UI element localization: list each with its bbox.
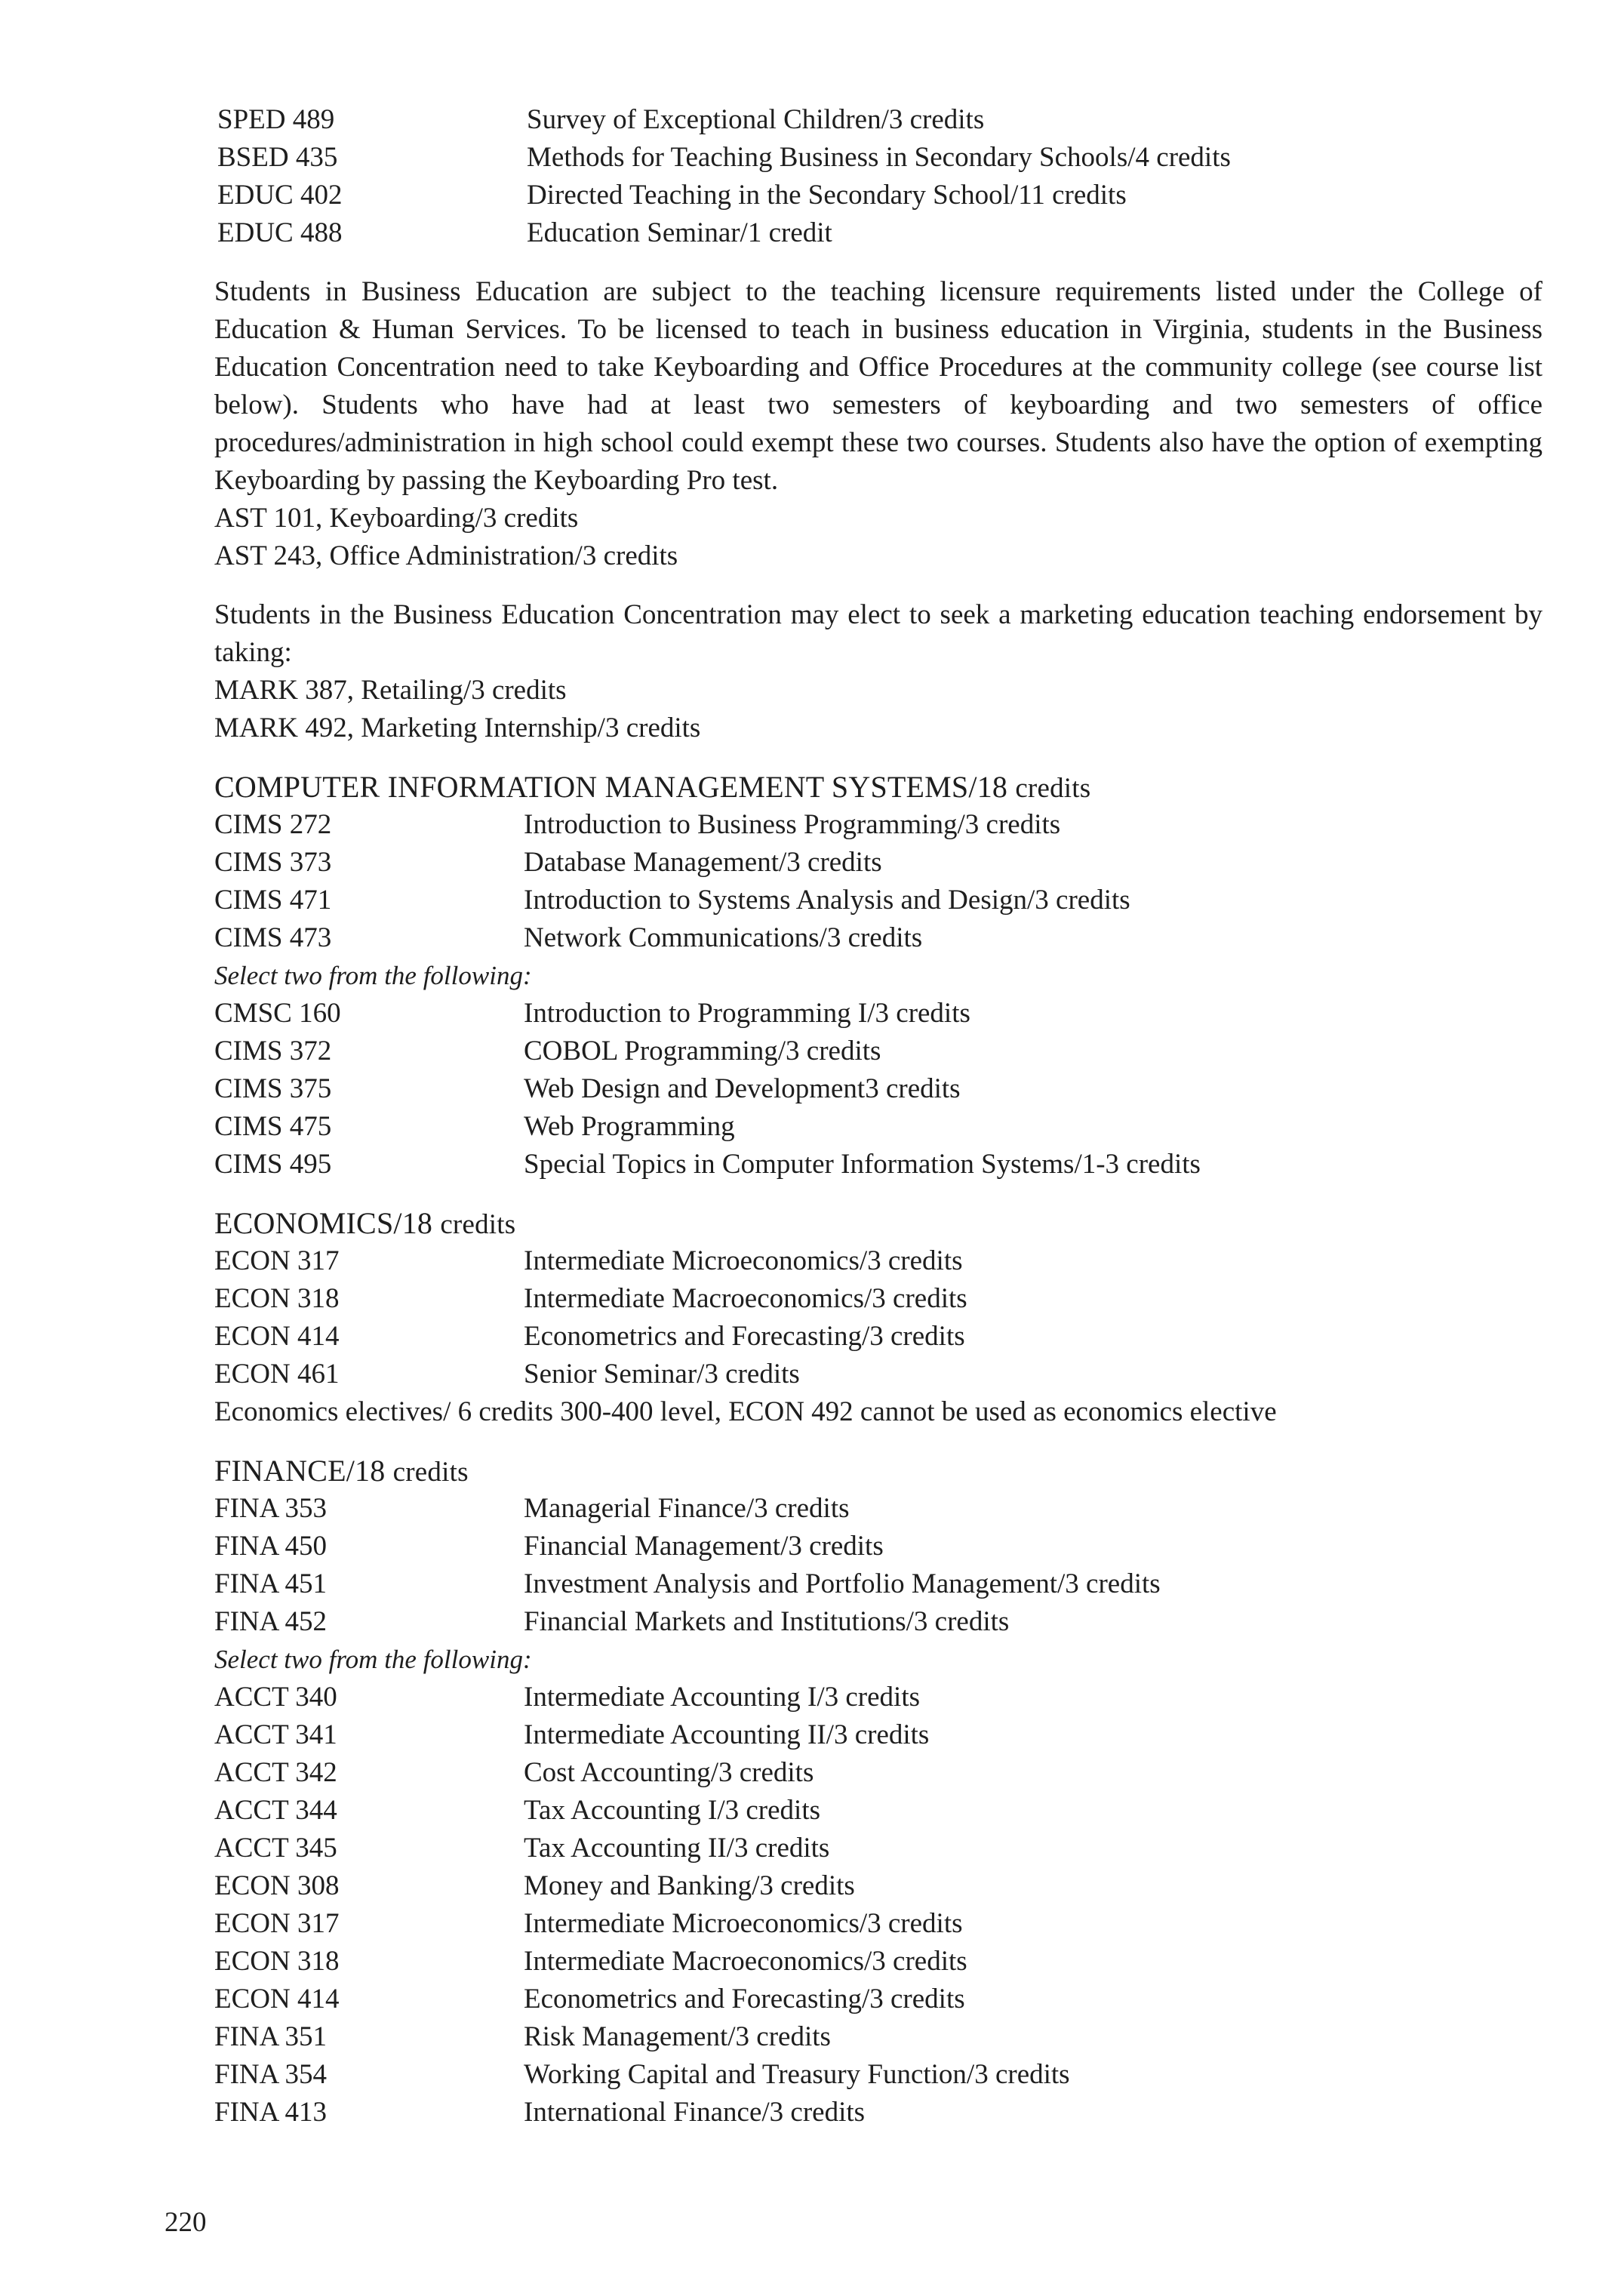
course-code: FINA 351: [214, 2021, 328, 2052]
course-row: [214, 1490, 1542, 1528]
course-code: FINA 353: [214, 1493, 328, 1524]
course-title: Intermediate Accounting I/3 credits: [524, 1682, 921, 1713]
course-code: ECON 317: [214, 1908, 340, 1939]
course-row: [214, 2094, 1542, 2131]
course-row: [214, 1679, 1542, 1716]
course-code: FINA 452: [214, 1606, 328, 1637]
course-row: [214, 1981, 1542, 2018]
licensure-course: AST 101, Keyboarding/3 credits: [214, 503, 579, 534]
cims-select-note: Select two from the following:: [214, 961, 532, 990]
economics-required-list: [214, 1242, 1542, 1393]
course-code: CIMS 471: [214, 885, 332, 916]
course-title: Special Topics in Computer Information Systems/1-3 credits: [524, 1149, 1201, 1180]
course-row: [214, 919, 1542, 957]
course-code: CIMS 373: [214, 847, 332, 878]
course-title: Money and Banking/3 credits: [524, 1870, 855, 1901]
course-code: ACCT 344: [214, 1795, 337, 1826]
course-title: COBOL Programming/3 credits: [524, 1036, 881, 1066]
course-code: ECON 414: [214, 1984, 340, 2014]
catalog-page: [214, 101, 1542, 2131]
course-code: FINA 354: [214, 2059, 328, 2090]
marketing-course: MARK 492, Marketing Internship/3 credits: [214, 713, 701, 743]
course-code: ACCT 345: [214, 1833, 337, 1864]
course-code: SPED 489: [217, 104, 335, 135]
licensure-course: AST 243, Office Administration/3 credits: [214, 540, 678, 571]
finance-heading: [214, 1452, 1542, 1490]
course-row: [214, 2056, 1542, 2094]
finance-heading-credits: credits: [392, 1457, 469, 1488]
course-row: [214, 882, 1542, 919]
course-row: [214, 1830, 1542, 1867]
cims-heading: [214, 768, 1542, 806]
course-code: ECON 308: [214, 1870, 340, 1901]
course-title: Web Design and Development3 credits: [524, 1073, 961, 1104]
course-code: CMSC 160: [214, 998, 341, 1029]
course-title: Survey of Exceptional Children/3 credits: [527, 104, 985, 135]
course-title: International Finance/3 credits: [524, 2097, 866, 2128]
intro-course-list: [214, 101, 1542, 252]
course-code: FINA 450: [214, 1531, 328, 1562]
course-code: ECON 318: [214, 1283, 340, 1314]
course-title: Senior Seminar/3 credits: [524, 1359, 800, 1390]
course-code: FINA 413: [214, 2097, 328, 2128]
course-row: [217, 139, 1542, 177]
course-row: [214, 1905, 1542, 1943]
finance-elective-list: [214, 1679, 1542, 2131]
course-title: Econometrics and Forecasting/3 credits: [524, 1321, 965, 1352]
course-title: Tax Accounting II/3 credits: [524, 1833, 830, 1864]
course-title: Cost Accounting/3 credits: [524, 1757, 814, 1788]
course-title: Introduction to Systems Analysis and Design/3 credits: [524, 885, 1130, 916]
marketing-paragraph: Students in the Business Education Concentration may elect to seek a marketing education teaching endorsement by taking:: [214, 599, 1542, 668]
course-code: FINA 451: [214, 1568, 328, 1599]
course-title: Database Management/3 credits: [524, 847, 882, 878]
course-title: Econometrics and Forecasting/3 credits: [524, 1984, 965, 2014]
course-code: ACCT 340: [214, 1682, 337, 1713]
course-row: [214, 1716, 1542, 1754]
course-row: [217, 214, 1542, 252]
course-row: [214, 1528, 1542, 1565]
course-row: [214, 2018, 1542, 2056]
course-row: [214, 1280, 1542, 1318]
finance-required-list: [214, 1490, 1542, 1641]
course-code: BSED 435: [217, 142, 338, 173]
cims-required-list: [214, 806, 1542, 957]
course-title: Intermediate Macroeconomics/3 credits: [524, 1946, 967, 1977]
course-code: CIMS 272: [214, 809, 332, 840]
course-code: EDUC 488: [217, 217, 343, 248]
finance-select-note: Select two from the following:: [214, 1645, 532, 1674]
course-code: CIMS 473: [214, 922, 332, 953]
course-code: ECON 461: [214, 1359, 340, 1390]
course-title: Investment Analysis and Portfolio Management/3 credits: [524, 1568, 1161, 1599]
licensure-paragraph: Students in Business Education are subject to the teaching licensure requirements listed under the College of Education & Human Services. To be licensed to teach in business education in Virginia, students in the Business Education Concentration need to take Keyboarding and Office Procedures at the community college (see course list below). Students who have had at least two semesters of keyboarding and two semesters of office procedures/administration in high school could exempt these two courses. Students also have the option of exempting Keyboarding by passing the Keyboarding Pro test.: [214, 276, 1542, 496]
course-title: Education Seminar/1 credit: [527, 217, 832, 248]
course-row: [214, 1565, 1542, 1603]
course-title: Web Programming: [524, 1111, 735, 1142]
economics-heading-credits: credits: [440, 1209, 516, 1240]
course-title: Working Capital and Treasury Function/3 credits: [524, 2059, 1070, 2090]
course-row: [217, 177, 1542, 214]
course-title: Directed Teaching in the Secondary School/11 credits: [527, 180, 1127, 211]
course-title: Intermediate Macroeconomics/3 credits: [524, 1283, 967, 1314]
course-row: [214, 1943, 1542, 1981]
course-row: [214, 1146, 1542, 1183]
course-row: [214, 995, 1542, 1033]
course-code: ACCT 342: [214, 1757, 337, 1788]
course-title: Financial Markets and Institutions/3 credits: [524, 1606, 1010, 1637]
economics-heading-text: ECONOMICS/18: [214, 1206, 433, 1240]
course-title: Introduction to Business Programming/3 credits: [524, 809, 1061, 840]
course-code: EDUC 402: [217, 180, 343, 211]
course-title: Intermediate Microeconomics/3 credits: [524, 1908, 963, 1939]
course-row: [214, 806, 1542, 844]
course-row: [214, 1108, 1542, 1146]
course-code: CIMS 495: [214, 1149, 332, 1180]
course-row: [214, 1033, 1542, 1070]
course-title: Intermediate Accounting II/3 credits: [524, 1719, 930, 1750]
finance-heading-text: FINANCE/18: [214, 1454, 386, 1488]
course-row: [214, 1867, 1542, 1905]
course-row: [214, 1242, 1542, 1280]
marketing-course: MARK 387, Retailing/3 credits: [214, 675, 567, 706]
course-title: Methods for Teaching Business in Secondary Schools/4 credits: [527, 142, 1231, 173]
course-row: [214, 1792, 1542, 1830]
page-number: 220: [165, 2207, 207, 2238]
course-row: [214, 1318, 1542, 1356]
course-title: Managerial Finance/3 credits: [524, 1493, 850, 1524]
course-code: ACCT 341: [214, 1719, 337, 1750]
cims-heading-text: COMPUTER INFORMATION MANAGEMENT SYSTEMS/18: [214, 770, 1008, 804]
course-row: [214, 1754, 1542, 1792]
economics-electives-note: Economics electives/ 6 credits 300-400 level, ECON 492 cannot be used as economics elective: [214, 1396, 1277, 1427]
course-code: CIMS 372: [214, 1036, 332, 1066]
course-code: ECON 414: [214, 1321, 340, 1352]
course-code: ECON 318: [214, 1946, 340, 1977]
course-title: Intermediate Microeconomics/3 credits: [524, 1245, 963, 1276]
course-row: [214, 1070, 1542, 1108]
course-row: [214, 844, 1542, 882]
cims-heading-credits: credits: [1015, 773, 1091, 804]
course-title: Financial Management/3 credits: [524, 1531, 884, 1562]
course-code: CIMS 475: [214, 1111, 332, 1142]
course-title: Risk Management/3 credits: [524, 2021, 831, 2052]
course-title: Introduction to Programming I/3 credits: [524, 998, 970, 1029]
course-row: [214, 1603, 1542, 1641]
course-title: Network Communications/3 credits: [524, 922, 923, 953]
course-row: [214, 1356, 1542, 1393]
economics-heading: [214, 1205, 1542, 1242]
course-code: ECON 317: [214, 1245, 340, 1276]
course-code: CIMS 375: [214, 1073, 332, 1104]
course-row: [217, 101, 1542, 139]
course-title: Tax Accounting I/3 credits: [524, 1795, 820, 1826]
cims-elective-list: [214, 995, 1542, 1183]
